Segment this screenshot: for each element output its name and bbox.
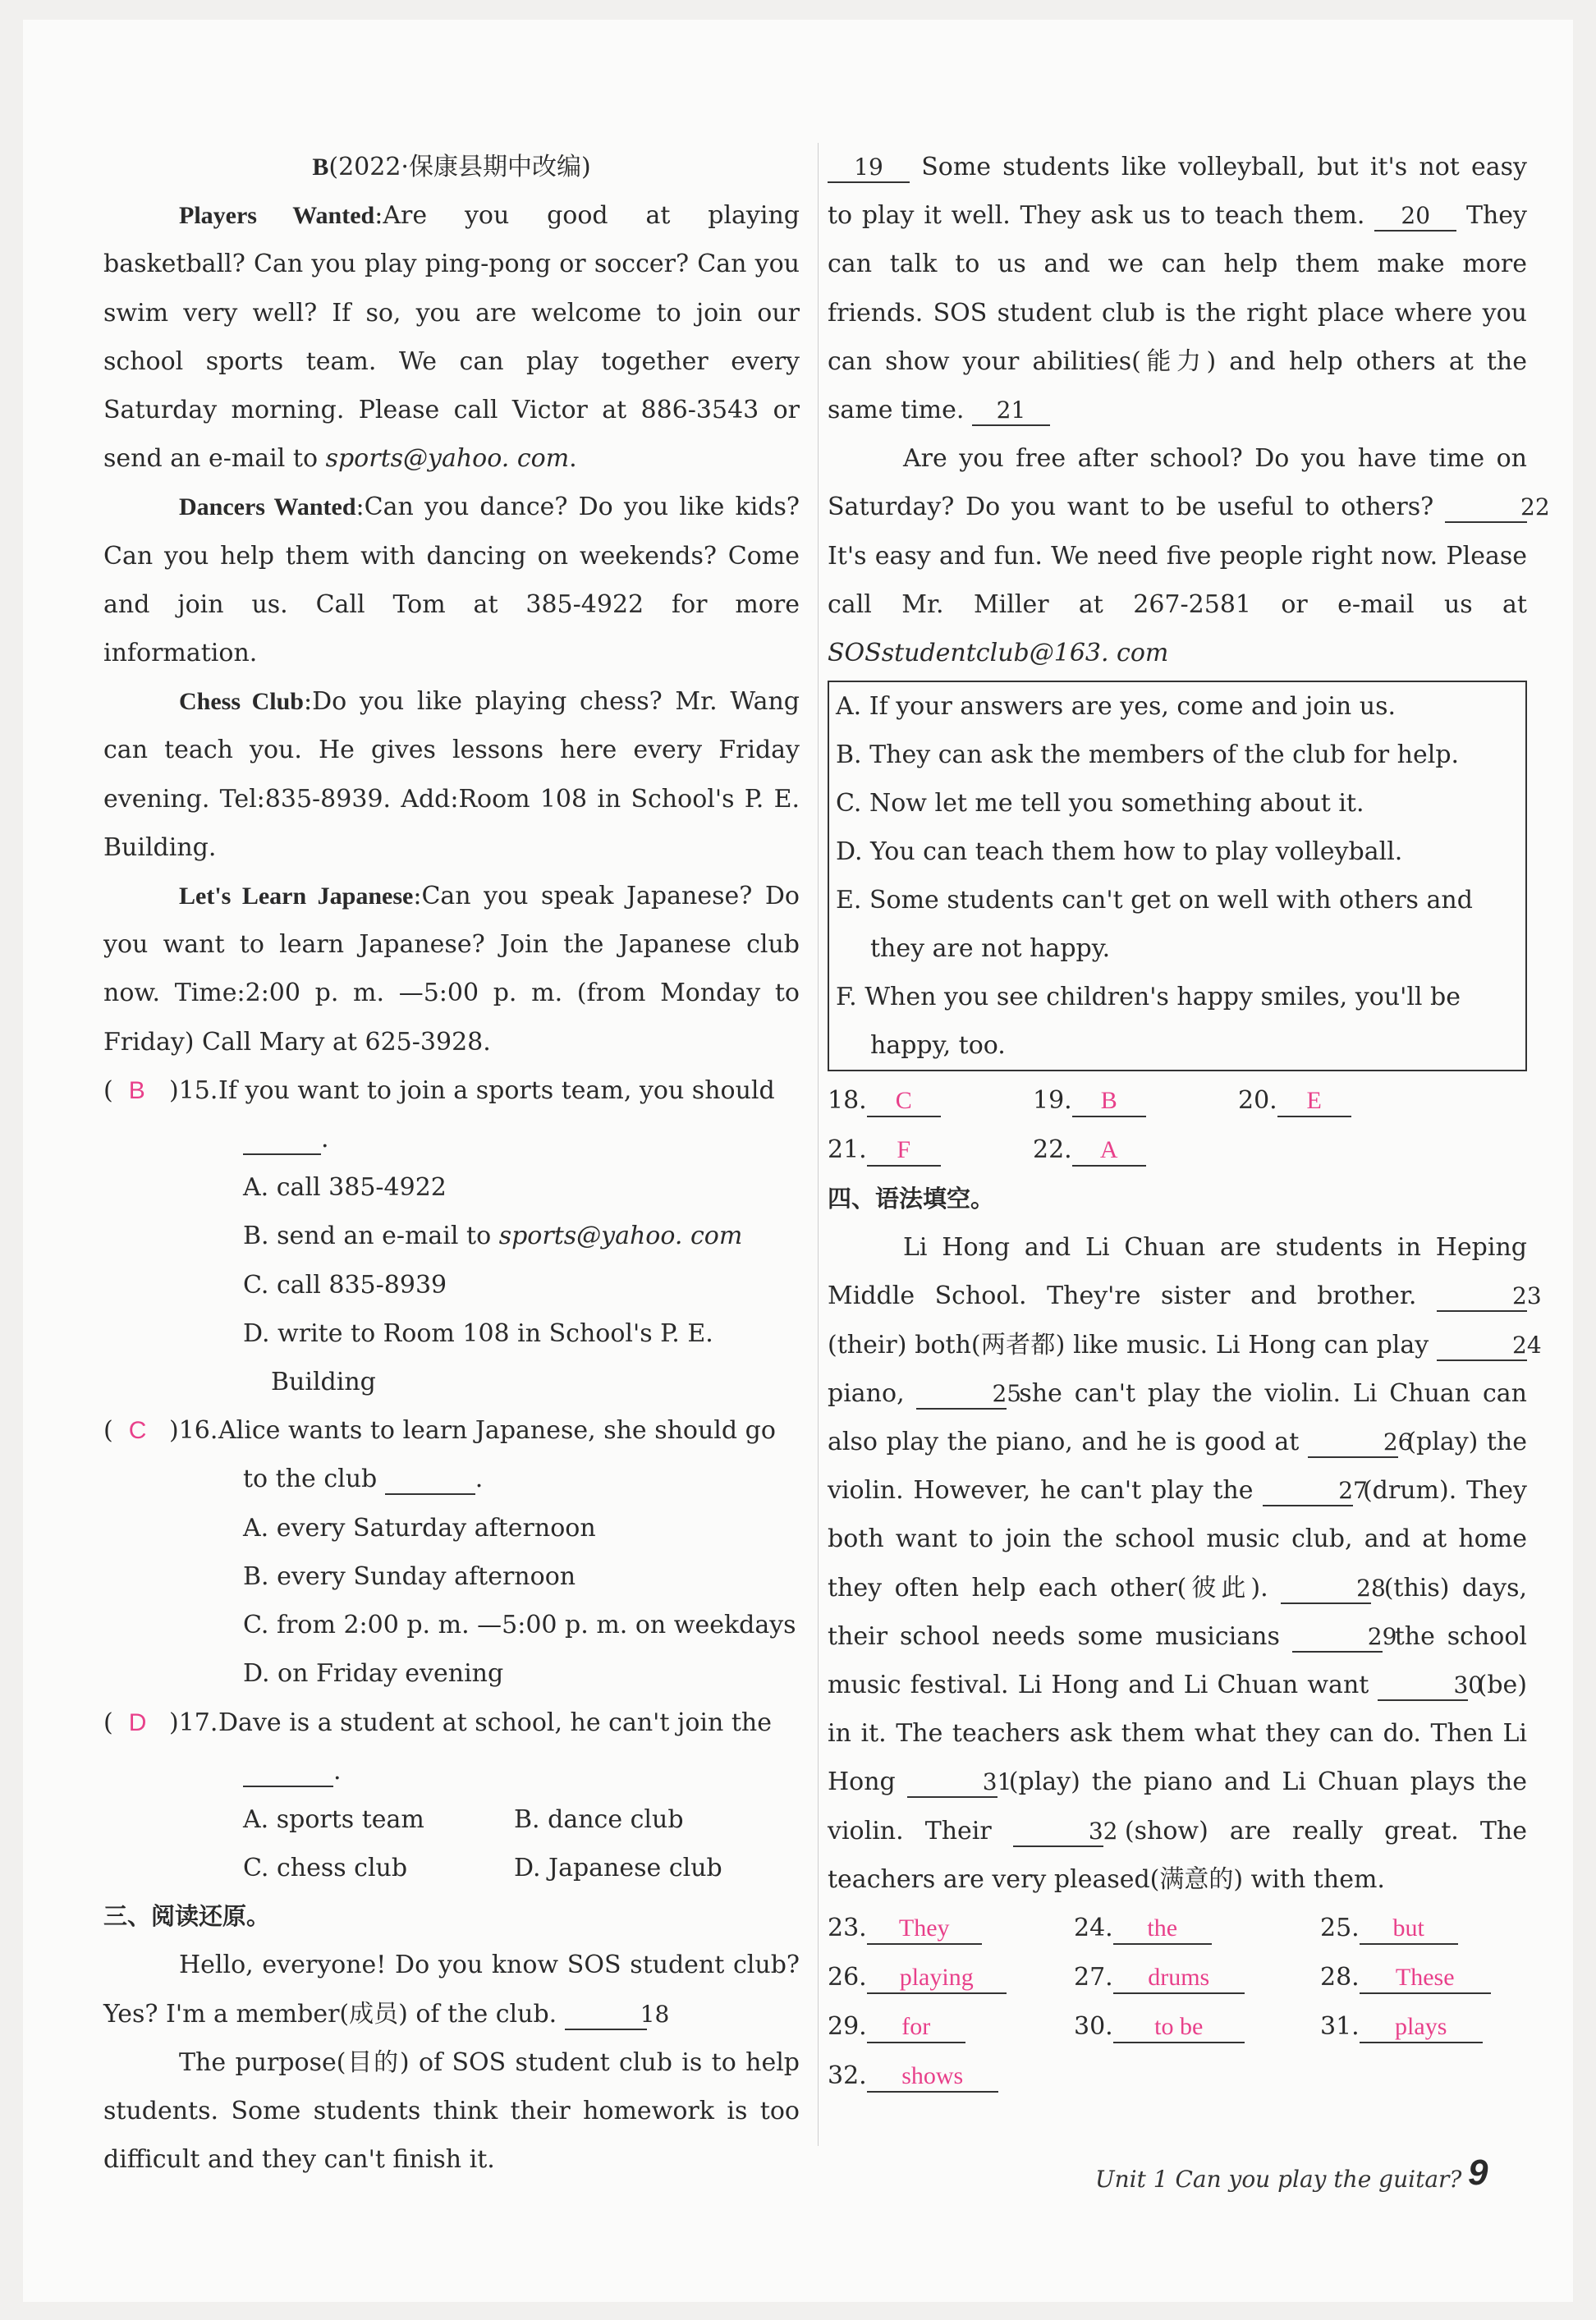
answer-row	[828, 1904, 1527, 1953]
ad-text: :Do you like playing chess? Mr. Wang can teach you. He gives lessons here every Friday evening. Tel:835-8939. Add:Room 108 in School's P. E. Building.	[103, 687, 800, 862]
blank-25: 25	[916, 1380, 1007, 1410]
answer-item	[828, 1953, 1074, 2002]
option: A. sports team	[243, 1804, 424, 1834]
answer-value: B	[1072, 1086, 1146, 1117]
paragraph-text: Are you free after school? Do you have time on Saturday? Do you want to be useful to others?	[828, 444, 1527, 522]
answer-number: 32.	[828, 2061, 867, 2091]
ad-email: sports@yahoo. com	[325, 444, 570, 474]
option: A. every Saturday afternoon	[243, 1513, 596, 1543]
paragraph	[828, 1223, 1542, 1904]
ad-title: Let's Learn Japanese	[179, 883, 414, 910]
answer-line: .	[103, 1747, 800, 1795]
answer-number: 25.	[1320, 1914, 1360, 1943]
answer-item	[1074, 1953, 1320, 2002]
question-stem: Dave is a student at school, he can't join the	[218, 1708, 772, 1737]
answer-paren: ( B	[103, 1075, 145, 1105]
question-stem: If you want to join a sports team, you should	[218, 1075, 775, 1105]
option: D. Japanese club	[514, 1854, 722, 1883]
option: B. every Sunday afternoon	[243, 1561, 576, 1591]
answer-number: 31.	[1320, 2012, 1360, 2042]
paragraph-text: They can talk to us and we can help them make more friends. SOS student club is the right place where you can show your abilities(能力) and help others at the same time.	[828, 201, 1527, 425]
option-row	[103, 1844, 800, 1892]
blank-28: 28	[1281, 1575, 1371, 1604]
answer-item	[1320, 1904, 1517, 1953]
option-row	[103, 1795, 800, 1844]
answer-line: .	[103, 1115, 800, 1163]
option: C. call 835-8939	[243, 1270, 447, 1300]
answer-row	[828, 2002, 1527, 2052]
options-box	[828, 681, 1527, 1071]
question-number: )15.	[169, 1075, 218, 1105]
option-text: B. send an e-mail to	[243, 1222, 499, 1251]
paragraph-text: (show) are really great. The teachers are very pleased(满意的) with them.	[828, 1816, 1527, 1894]
blank-19: 19	[828, 154, 910, 183]
ad-text: :Are you good at playing basketball? Can you play ping-pong or soccer? Can you swim very well? If so, you are welcome to join our school sports team. We can play together every Saturday morning. Please call Victor at 886-3543 or send an e-mail to	[103, 201, 800, 474]
answer-item	[1074, 1904, 1320, 1953]
answer-number: 22.	[1033, 1135, 1072, 1165]
answer-paren: ( D	[103, 1708, 147, 1737]
answer-number: 21.	[828, 1135, 867, 1165]
ad-tail: .	[569, 444, 577, 474]
option: D. You can teach them how to play volleyball.	[836, 837, 1403, 867]
answer-value: but	[1360, 1914, 1458, 1945]
page-footer: Unit 1 Can you play the guitar?	[1095, 2166, 1462, 2193]
paragraph-text: she can't play the violin. Li Chuan can also play the piano, and he is good at	[828, 1378, 1527, 1457]
blank-32: 32	[1013, 1818, 1103, 1847]
right-column	[828, 143, 1550, 2101]
blank-22: 22	[1445, 493, 1527, 523]
answer-value: playing	[867, 1963, 1007, 1994]
ad-learn-japanese	[103, 872, 800, 1066]
answer-value: F	[867, 1135, 941, 1167]
blank-line	[385, 1465, 475, 1495]
answer-mark: D	[128, 1708, 147, 1736]
blank-24: 24	[1437, 1332, 1527, 1361]
section-heading: 三、阅读还原。	[103, 1902, 271, 1931]
paragraph	[103, 2038, 800, 2185]
answer-value: C	[867, 1086, 941, 1117]
answer-value: These	[1360, 1963, 1491, 1994]
blank-line	[243, 1758, 333, 1787]
ad-chess-club	[103, 677, 800, 872]
answer-value: shows	[867, 2061, 998, 2093]
paragraph-text: (this) days, their school needs some musicians	[828, 1573, 1527, 1651]
option: B. They can ask the members of the club for help.	[836, 740, 1460, 770]
answer-item	[828, 2002, 1074, 2052]
ad-text: :Can you speak Japanese? Do you want to learn Japanese? Join the Japanese club now. Time:2:00 p. m. —5:00 p. m. (from Monday to Friday) Call Mary at 625-3928.	[103, 882, 800, 1057]
question-number: )17.	[169, 1708, 218, 1737]
paragraph-text: It's easy and fun. We need five people right now. Please call Mr. Miller at 267-2581 or e-mail us at	[828, 541, 1527, 619]
answer-value: for	[867, 2012, 965, 2043]
column-divider	[818, 143, 819, 2146]
paragraph-text: (play) the piano and Li Chuan plays the violin. Their	[828, 1768, 1527, 1845]
passage-source: (2022·保康县期中改编)	[328, 153, 591, 181]
paragraph-text: Li Hong and Li Chuan are students in Heping Middle School. They're sister and brother.	[828, 1233, 1527, 1311]
paragraph-text: (be) in it. The teachers ask them what they can do. Then Li Hong	[828, 1671, 1527, 1797]
blank-30: 30	[1378, 1671, 1468, 1701]
answer-line: to the club .	[243, 1465, 484, 1494]
option: E. Some students can't get on well with others and they are not happy.	[836, 886, 1473, 964]
question-17	[103, 1699, 800, 1747]
blank-29: 29	[1292, 1623, 1383, 1653]
club-email: SOSstudentclub@163. com	[828, 639, 1169, 668]
question-15	[103, 1066, 800, 1115]
section-heading: 四、语法填空。	[828, 1185, 995, 1213]
answer-item	[1033, 1076, 1238, 1126]
option	[103, 1212, 800, 1260]
paragraph-text: The purpose(目的) of SOS student club is to help students. Some students think their homework is too difficult and they can't finish it.	[103, 2047, 800, 2175]
option: D. write to Room 108 in School's P. E. Building	[243, 1318, 713, 1397]
answer-number: 19.	[1033, 1086, 1072, 1116]
paragraph-text: Some students like volleyball, but it's not easy to play it well. They ask us to teach them.	[828, 153, 1527, 231]
answer-value: A	[1072, 1135, 1146, 1167]
answer-mark: C	[128, 1417, 147, 1445]
blank-21: 21	[972, 397, 1050, 426]
answer-value: E	[1277, 1086, 1351, 1117]
answer-item	[1074, 2002, 1320, 2052]
paragraph-text: Hello, everyone! Do you know SOS student club? Yes? I'm a member(成员) of the club.	[103, 1951, 800, 2029]
option: C. Now let me tell you something about it.	[836, 789, 1364, 818]
option: A. call 385-4922	[243, 1173, 447, 1203]
question-16	[103, 1406, 800, 1455]
paragraph	[103, 1941, 800, 2038]
ad-dancers-wanted	[103, 483, 800, 677]
option: F. When you see children's happy smiles, you'll be happy, too.	[836, 983, 1461, 1061]
answer-item	[828, 1076, 1033, 1126]
answer-item	[1320, 2002, 1517, 2052]
answer-number: 27.	[1074, 1963, 1113, 1992]
ad-text: :Can you dance? Do you like kids? Can you help them with dancing on weekends? Come and join us. Call Tom at 385-4922 for more information.	[103, 493, 800, 668]
answer-item	[828, 2052, 1074, 2101]
option: C. chess club	[243, 1854, 408, 1883]
blank-20: 20	[1374, 202, 1456, 232]
answer-row	[828, 1126, 1527, 1175]
option-email: sports@yahoo. com	[498, 1222, 743, 1251]
passage-label: B	[312, 154, 329, 181]
answer-number: 26.	[828, 1963, 867, 1992]
option: B. dance club	[514, 1804, 684, 1834]
answer-value: They	[867, 1914, 982, 1945]
answer-value: plays	[1360, 2012, 1483, 2043]
blank-23: 23	[1437, 1282, 1527, 1312]
answer-item	[828, 1904, 1074, 1953]
option: C. from 2:00 p. m. —5:00 p. m. on weekdays	[243, 1611, 796, 1640]
ad-title: Dancers Wanted	[179, 493, 356, 521]
answer-number: 20.	[1238, 1086, 1277, 1116]
blank-31: 31	[907, 1768, 998, 1798]
paragraph-continued	[828, 143, 1527, 434]
answer-mark: B	[128, 1076, 145, 1104]
answer-value: to be	[1113, 2012, 1245, 2043]
paragraph-text: (drum). They both want to join the school music club, and at home they often help each other(彼此).	[828, 1476, 1528, 1602]
paragraph	[828, 434, 1550, 677]
left-column	[103, 143, 800, 2184]
answer-item	[828, 1126, 1033, 1175]
answer-number: 29.	[828, 2012, 867, 2042]
blank-18: 18	[565, 2001, 647, 2030]
answer-row	[828, 1953, 1527, 2002]
answer-item	[1238, 1076, 1443, 1126]
paragraph-text: (their) both(两者都) like music. Li Hong can play	[828, 1330, 1429, 1359]
option: D. on Friday evening	[243, 1659, 504, 1689]
answer-value: drums	[1113, 1963, 1245, 1994]
ad-title: Players Wanted	[179, 202, 375, 230]
workbook-page	[23, 20, 1573, 2302]
answer-row	[828, 1076, 1527, 1126]
answer-row	[828, 2052, 1527, 2101]
question-stem: Alice wants to learn Japanese, she should go	[218, 1416, 776, 1446]
paragraph-text: (play) the violin. However, he can't play the	[828, 1428, 1528, 1506]
answer-item	[1033, 1126, 1238, 1175]
question-number: )16.	[169, 1416, 218, 1446]
question-stem-continued: to the club	[243, 1465, 378, 1494]
ad-players-wanted	[103, 191, 800, 483]
answer-item	[1320, 1953, 1517, 2002]
blank-26: 26	[1308, 1428, 1398, 1458]
ad-title: Chess Club	[179, 688, 304, 716]
paragraph-text: the school music festival. Li Hong and Li Chuan want	[828, 1621, 1528, 1700]
option: A. If your answers are yes, come and join us.	[836, 692, 1396, 722]
answer-number: 30.	[1074, 2012, 1113, 2042]
answer-number: 23.	[828, 1914, 867, 1943]
answer-paren: ( C	[103, 1416, 147, 1446]
blank-line	[243, 1126, 321, 1155]
answer-number: 24.	[1074, 1914, 1113, 1943]
answer-number: 18.	[828, 1086, 867, 1116]
passage-header	[103, 143, 800, 191]
blank-27: 27	[1263, 1477, 1353, 1506]
answer-number: 28.	[1320, 1963, 1360, 1992]
answer-value: the	[1113, 1914, 1212, 1945]
page-number: 9	[1468, 2153, 1488, 2193]
paragraph-text: piano,	[828, 1378, 905, 1408]
